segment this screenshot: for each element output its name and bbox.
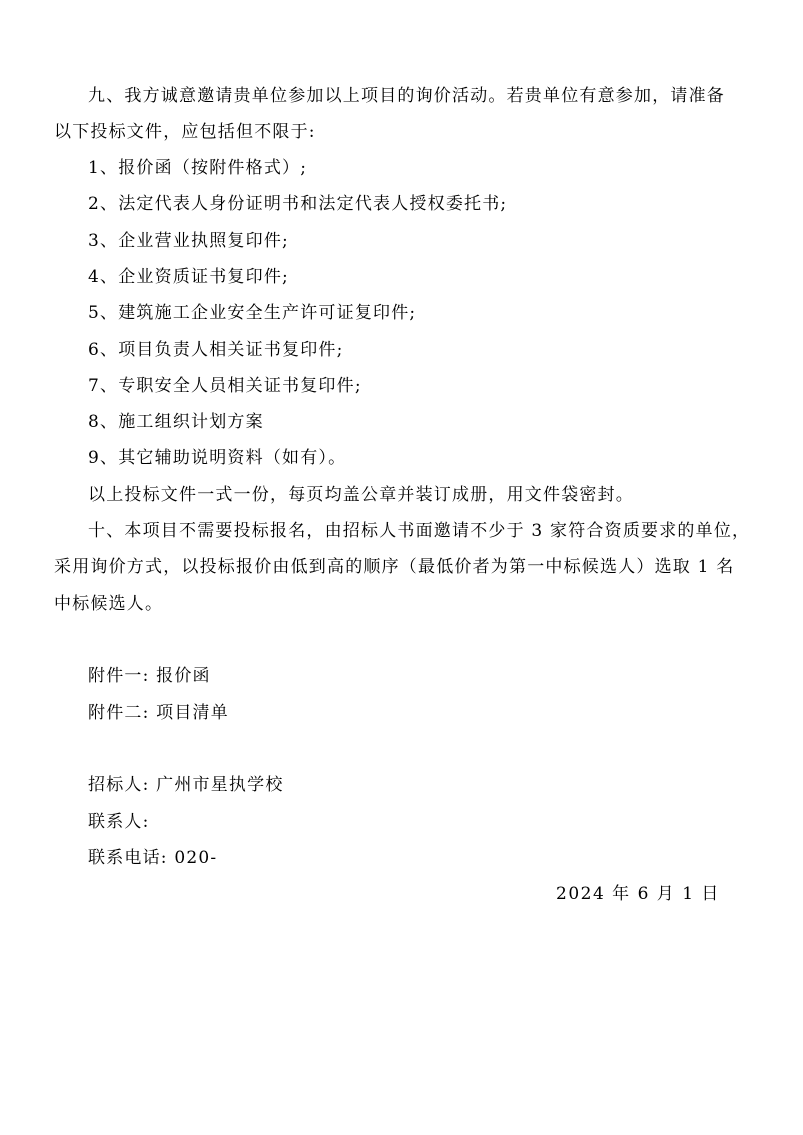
list-item: 7、专职安全人员相关证书复印件;: [88, 376, 362, 396]
section10-line1: 十、本项目不需要投标报名，由招标人书面邀请不少于 3 家符合资质要求的单位，: [88, 521, 751, 541]
contact-phone: 联系电话: 020-: [88, 848, 218, 868]
section9-line2: 以下投标文件，应包括但不限于:: [54, 122, 316, 142]
section10-line3: 中标候选人。: [54, 594, 164, 614]
list-item: 2、法定代表人身份证明书和法定代表人授权委托书;: [88, 194, 508, 214]
list-item: 6、项目负责人相关证书复印件;: [88, 340, 344, 360]
section9-line1: 九、我方诚意邀请贵单位参加以上项目的询价活动。若贵单位有意参加，请准备: [88, 86, 725, 106]
list-item: 5、建筑施工企业安全生产许可证复印件;: [88, 303, 417, 323]
section9-closing: 以上投标文件一式一份，每页均盖公章并装订成册，用文件袋密封。: [88, 485, 634, 505]
document-date: 2024 年 6 月 1 日: [556, 884, 720, 904]
attachment-2: 附件二: 项目清单: [88, 703, 229, 723]
list-item: 4、企业资质证书复印件;: [88, 267, 289, 287]
list-item: 1、报价函（按附件格式）;: [88, 158, 308, 178]
attachment-1: 附件一: 报价函: [88, 666, 211, 686]
section10-line2: 采用询价方式，以投标报价由低到高的顺序（最低价者为第一中标候选人）选取 1 名: [54, 557, 735, 577]
tenderer: 招标人: 广州市星执学校: [88, 775, 284, 795]
list-item: 9、其它辅助说明资料（如有）。: [88, 448, 347, 468]
list-item: 3、企业营业执照复印件;: [88, 231, 289, 251]
contact-person: 联系人:: [88, 812, 150, 832]
list-item: 8、施工组织计划方案: [88, 412, 264, 432]
